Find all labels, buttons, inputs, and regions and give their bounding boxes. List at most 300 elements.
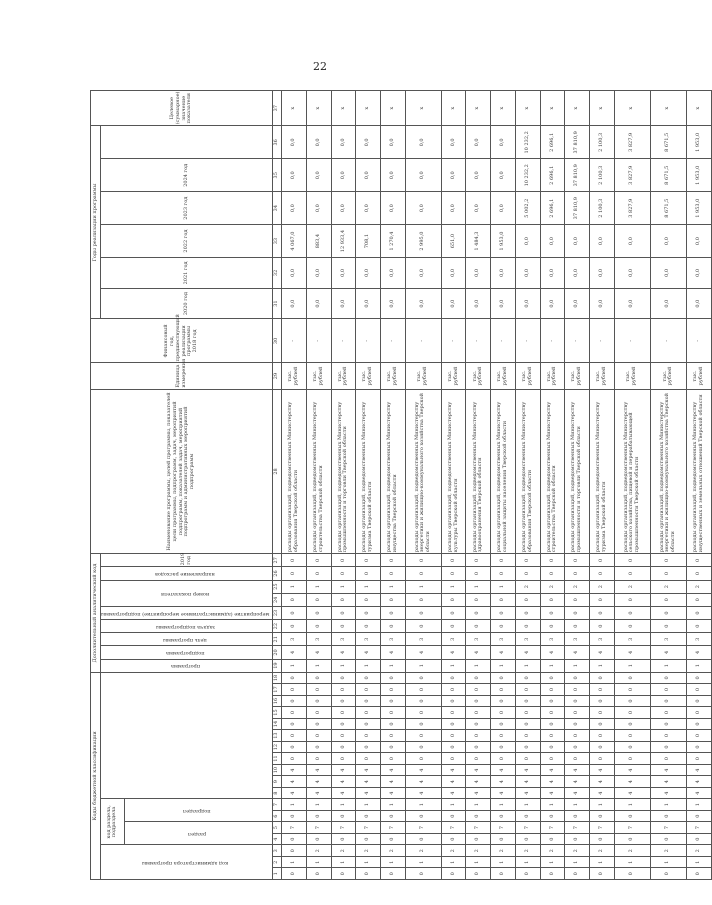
row-unit: тыс. рублей <box>686 363 711 389</box>
code-cell: 1 <box>282 580 307 593</box>
code-cell: 0 <box>515 868 540 880</box>
code-cell: 4 <box>515 764 540 776</box>
code-cell: 0 <box>686 730 711 742</box>
column-number: 34 <box>273 192 282 225</box>
code-cell: 0 <box>589 730 614 742</box>
row-name: расходы организаций, подведомственных Министерству туризма Тверской области <box>356 389 381 554</box>
code-cell: 0 <box>650 753 686 765</box>
row-finyear: - <box>282 319 307 363</box>
row-year-value: 0,0 <box>540 288 565 319</box>
code-cell: 0 <box>282 868 307 880</box>
code-cell: 4 <box>282 787 307 799</box>
code-cell: 0 <box>515 695 540 707</box>
code-cell: 3 <box>491 633 516 646</box>
row-year-value: 0,0 <box>650 225 686 258</box>
code-cell: 1 <box>466 580 491 593</box>
code-cell: 4 <box>380 787 405 799</box>
code-cell: 0 <box>650 868 686 880</box>
code-cell: 1 <box>515 856 540 868</box>
row-target: х <box>565 91 590 126</box>
row-year-value: 0,0 <box>441 126 466 159</box>
code-cell: 4 <box>405 764 441 776</box>
code-cell: 4 <box>356 764 381 776</box>
row-unit: тыс. рублей <box>356 363 381 389</box>
code-cell: 2 <box>614 580 650 593</box>
code-cell: 2 <box>515 580 540 593</box>
column-number: 9 <box>273 776 282 788</box>
row-year-value: 0,0 <box>491 258 516 289</box>
code-cell: 2 <box>686 580 711 593</box>
code-cell: 4 <box>589 776 614 788</box>
row-year-value: 2 995,0 <box>405 225 441 258</box>
page-number: 22 <box>313 60 327 73</box>
code-cell: 0 <box>441 593 466 606</box>
row-year-value: 2 100,3 <box>589 159 614 192</box>
row-year-value: 0,0 <box>540 225 565 258</box>
code-cell: 0 <box>589 695 614 707</box>
subprogram-header: подпрограмма <box>165 650 205 657</box>
table-row <box>441 91 466 880</box>
table-row <box>614 91 650 880</box>
code-cell: 3 <box>466 633 491 646</box>
code-cell: 0 <box>589 810 614 822</box>
code-cell: 0 <box>306 606 331 619</box>
code-cell: 1 <box>282 856 307 868</box>
goal-header: цель программы <box>163 637 208 644</box>
code-cell: 0 <box>405 718 441 730</box>
code-cell: 0 <box>491 833 516 845</box>
code-cell: 0 <box>331 620 356 633</box>
code-cell: 0 <box>331 672 356 684</box>
row-year-value: 1 953,0 <box>686 126 711 159</box>
code-cell: 0 <box>282 845 307 857</box>
code-cell: 7 <box>306 822 331 834</box>
row-target: х <box>306 91 331 126</box>
row-year-value: 0,0 <box>466 288 491 319</box>
years-group-header: Годы реализации программы <box>91 126 101 319</box>
row-year-value: 8 671,5 <box>650 192 686 225</box>
code-cell: 0 <box>686 672 711 684</box>
code-cell: 0 <box>405 741 441 753</box>
code-cell: 0 <box>565 868 590 880</box>
code-cell: 0 <box>650 684 686 696</box>
code-cell: 0 <box>589 620 614 633</box>
code-cell: 1 <box>686 856 711 868</box>
code-cell: 1 <box>405 799 441 811</box>
row-year-value: 0,0 <box>356 258 381 289</box>
row-year-value: 1 270,4 <box>380 225 405 258</box>
code-cell: 4 <box>686 787 711 799</box>
row-unit: тыс. рублей <box>565 363 590 389</box>
code-cell: 0 <box>405 707 441 719</box>
row-unit: тыс. рублей <box>282 363 307 389</box>
code-cell: 7 <box>589 822 614 834</box>
code-cell: 0 <box>589 741 614 753</box>
column-number: 14 <box>273 718 282 730</box>
code-cell: 4 <box>331 787 356 799</box>
row-year-value: 0,0 <box>540 258 565 289</box>
code-cell: 1 <box>589 659 614 672</box>
code-cell: 0 <box>565 833 590 845</box>
code-cell: 4 <box>650 646 686 659</box>
code-cell: 7 <box>491 822 516 834</box>
target-header: Целевое (суммарное) значение показателя <box>91 91 273 126</box>
code-cell: 7 <box>540 822 565 834</box>
code-cell: 7 <box>650 822 686 834</box>
program-header-cell <box>101 659 273 672</box>
code-cell: 3 <box>356 633 381 646</box>
code-cell: 4 <box>650 787 686 799</box>
code-cell: 7 <box>565 822 590 834</box>
code-cell: 0 <box>686 620 711 633</box>
code-cell: 0 <box>515 684 540 696</box>
code-cell: 1 <box>466 856 491 868</box>
code-cell: 0 <box>441 868 466 880</box>
code-cell: 1 <box>331 659 356 672</box>
code-cell: 0 <box>405 730 441 742</box>
code-cell: 3 <box>380 633 405 646</box>
row-finyear: - <box>405 319 441 363</box>
code-cell: 0 <box>441 684 466 696</box>
code-cell: 1 <box>540 799 565 811</box>
row-year-value: 0,0 <box>331 159 356 192</box>
row-year-value: 0,0 <box>306 159 331 192</box>
code-cell: 0 <box>380 684 405 696</box>
code-cell: 0 <box>650 620 686 633</box>
code-cell: 3 <box>614 633 650 646</box>
row-year-value: 0,0 <box>380 192 405 225</box>
row-year-value: 0,0 <box>650 258 686 289</box>
row-year-value: 0,0 <box>405 288 441 319</box>
code-cell: 0 <box>306 593 331 606</box>
code-cell: 0 <box>565 695 590 707</box>
column-number: 10 <box>273 764 282 776</box>
row-year-value: 0,0 <box>491 192 516 225</box>
code-cell: 0 <box>650 741 686 753</box>
code-cell: 0 <box>380 593 405 606</box>
code-cell: 2 <box>356 845 381 857</box>
row-year-value: 10 232,2 <box>515 126 540 159</box>
subsection-header: подраздел <box>183 808 211 815</box>
code-cell: 0 <box>614 567 650 580</box>
column-number: 4 <box>273 833 282 845</box>
row-year-value: 0,0 <box>441 288 466 319</box>
code-cell: 1 <box>306 580 331 593</box>
code-cell: 0 <box>614 606 650 619</box>
code-cell: 4 <box>540 646 565 659</box>
code-cell: 0 <box>441 810 466 822</box>
rotated-table-container <box>90 90 704 880</box>
table-row <box>515 91 540 880</box>
code-cell: 0 <box>650 810 686 822</box>
code-cell: 0 <box>589 833 614 845</box>
code-cell: 0 <box>405 753 441 765</box>
column-number: 17 <box>273 684 282 696</box>
row-name: расходы организаций, подведомственных Министерству промышленности и торговли Тверской области <box>565 389 590 554</box>
row-year-value: 37 810,9 <box>565 159 590 192</box>
code-cell: 3 <box>589 633 614 646</box>
code-cell: 0 <box>405 593 441 606</box>
year-header: 2021 год <box>101 258 273 289</box>
code-cell: 1 <box>282 799 307 811</box>
code-cell: 4 <box>282 764 307 776</box>
code-cell: 0 <box>405 554 441 567</box>
row-year-value: 0,0 <box>614 288 650 319</box>
row-year-value: 883,4 <box>306 225 331 258</box>
code-cell: 1 <box>686 659 711 672</box>
code-cell: 0 <box>441 567 466 580</box>
row-year-value: 0,0 <box>441 159 466 192</box>
code-cell: 2 <box>405 845 441 857</box>
code-cell: 0 <box>491 718 516 730</box>
code-cell: 4 <box>306 787 331 799</box>
code-cell: 0 <box>380 741 405 753</box>
code-cell: 0 <box>441 833 466 845</box>
task-header-cell <box>101 620 273 633</box>
row-year-value: 3 827,9 <box>614 159 650 192</box>
column-number: 36 <box>273 126 282 159</box>
code-cell: 0 <box>491 554 516 567</box>
code-cell: 0 <box>589 554 614 567</box>
code-cell: 4 <box>306 776 331 788</box>
row-target: х <box>515 91 540 126</box>
code-cell: 4 <box>515 776 540 788</box>
row-year-value: 0,0 <box>356 159 381 192</box>
code-cell: 0 <box>686 684 711 696</box>
row-finyear: - <box>380 319 405 363</box>
code-cell: 4 <box>306 764 331 776</box>
code-cell: 0 <box>650 672 686 684</box>
code-cell: 0 <box>306 672 331 684</box>
code-cell: 0 <box>540 606 565 619</box>
admin-header-cell <box>101 845 273 880</box>
row-target: х <box>650 91 686 126</box>
code-cell: 0 <box>405 684 441 696</box>
column-number: 7 <box>273 799 282 811</box>
code-cell: 0 <box>565 753 590 765</box>
row-unit: тыс. рублей <box>540 363 565 389</box>
code-cell: 2 <box>614 845 650 857</box>
row-year-value: 0,0 <box>380 258 405 289</box>
code-cell: 0 <box>491 620 516 633</box>
code-cell: 4 <box>686 764 711 776</box>
table-row <box>356 91 381 880</box>
code-cell: 0 <box>282 567 307 580</box>
code-cell: 0 <box>540 730 565 742</box>
subsection-header-cell <box>124 799 272 822</box>
code-cell: 0 <box>306 741 331 753</box>
row-year-value: 2 696,1 <box>540 126 565 159</box>
code-cell: 0 <box>686 868 711 880</box>
table-row <box>466 91 491 880</box>
code-cell: 0 <box>589 707 614 719</box>
code-cell: 0 <box>614 833 650 845</box>
program-header: программа <box>170 663 200 670</box>
row-name: расходы организаций, подведомственных Министерству образования Тверской области <box>282 389 307 554</box>
code-cell: 0 <box>405 810 441 822</box>
code-cell: 0 <box>565 620 590 633</box>
code-cell: 4 <box>686 646 711 659</box>
code-cell: 4 <box>565 787 590 799</box>
column-number: 8 <box>273 787 282 799</box>
code-cell: 0 <box>306 868 331 880</box>
table-row <box>306 91 331 880</box>
row-year-value: 0,0 <box>466 258 491 289</box>
row-year-value: 0,0 <box>614 258 650 289</box>
code-cell: 3 <box>441 633 466 646</box>
code-cell: 0 <box>491 730 516 742</box>
code-cell: 0 <box>650 833 686 845</box>
code-cell: 0 <box>515 730 540 742</box>
code-cell: 0 <box>466 567 491 580</box>
code-cell: 0 <box>540 620 565 633</box>
column-number: 2 <box>273 856 282 868</box>
code-cell: 2 <box>515 845 540 857</box>
code-cell: 4 <box>491 787 516 799</box>
code-cell: 0 <box>565 718 590 730</box>
code-cell: 0 <box>441 554 466 567</box>
code-cell: 3 <box>331 633 356 646</box>
code-cell: 1 <box>405 856 441 868</box>
code-cell: 0 <box>565 684 590 696</box>
code-cell: 0 <box>540 684 565 696</box>
row-finyear: - <box>441 319 466 363</box>
row-year-value: 4 067,0 <box>282 225 307 258</box>
code-cell: 1 <box>380 856 405 868</box>
code-cell: 7 <box>515 822 540 834</box>
code-cell: 0 <box>466 672 491 684</box>
code-cell: 0 <box>441 606 466 619</box>
unit-header: Единица измерения <box>91 363 273 389</box>
code-cell: 0 <box>405 833 441 845</box>
row-unit: тыс. рублей <box>491 363 516 389</box>
code-cell: 1 <box>540 856 565 868</box>
row-year-value: 0,0 <box>686 288 711 319</box>
row-name: расходы организаций, подведомственных Министерству энергетики и жилищно-коммунального хозяйства Тверской области <box>405 389 441 554</box>
code-cell: 4 <box>331 776 356 788</box>
code-cell: 0 <box>331 567 356 580</box>
code-cell: 4 <box>441 764 466 776</box>
code-cell: 0 <box>356 868 381 880</box>
code-cell: 4 <box>441 787 466 799</box>
code-cell: 0 <box>306 567 331 580</box>
row-year-value: 0,0 <box>306 192 331 225</box>
code-cell: 4 <box>614 787 650 799</box>
code-cell: 0 <box>614 554 650 567</box>
code-cell: 0 <box>686 741 711 753</box>
code-cell: 0 <box>540 554 565 567</box>
measure-header: мероприятие (административное мероприятие) подпрограммы <box>101 610 270 617</box>
row-year-value: 0,0 <box>331 126 356 159</box>
code-cell: 0 <box>540 567 565 580</box>
code-cell: 0 <box>356 606 381 619</box>
column-number: 25 <box>273 580 282 593</box>
row-year-value: 0,0 <box>331 192 356 225</box>
row-year-value: 0,0 <box>565 288 590 319</box>
target-article-header <box>101 672 273 799</box>
code-cell: 0 <box>356 620 381 633</box>
code-cell: 0 <box>356 833 381 845</box>
code-cell: 0 <box>405 606 441 619</box>
code-cell: 0 <box>306 684 331 696</box>
code-cell: 0 <box>491 868 516 880</box>
code-cell: 2 <box>331 845 356 857</box>
code-cell: 0 <box>686 593 711 606</box>
code-cell: 0 <box>540 672 565 684</box>
code-cell: 4 <box>466 776 491 788</box>
code-cell: 0 <box>306 810 331 822</box>
row-unit: тыс. рублей <box>405 363 441 389</box>
column-number: 22 <box>273 620 282 633</box>
column-number: 5 <box>273 822 282 834</box>
row-year-value: 0,0 <box>356 288 381 319</box>
row-unit: тыс. рублей <box>515 363 540 389</box>
code-cell: 0 <box>380 868 405 880</box>
code-cell: 0 <box>380 753 405 765</box>
code-cell: 0 <box>331 833 356 845</box>
code-cell: 1 <box>614 659 650 672</box>
code-cell: 0 <box>540 593 565 606</box>
row-name: расходы организаций, подведомственных Министерству строительства Тверской области <box>306 389 331 554</box>
code-cell: 0 <box>614 741 650 753</box>
code-cell: 0 <box>491 695 516 707</box>
program-indicators-table <box>90 90 712 880</box>
code-cell: 7 <box>686 822 711 834</box>
code-cell: 1 <box>565 856 590 868</box>
goal-header-cell <box>101 633 273 646</box>
code-cell: 7 <box>405 822 441 834</box>
row-finyear: - <box>614 319 650 363</box>
code-cell: 0 <box>565 672 590 684</box>
code-cell: 0 <box>380 620 405 633</box>
code-cell: 0 <box>380 606 405 619</box>
row-year-value: 0,0 <box>589 225 614 258</box>
code-cell: 0 <box>589 868 614 880</box>
code-cell: 4 <box>380 764 405 776</box>
code-cell: 2 <box>540 845 565 857</box>
code-cell: 0 <box>441 672 466 684</box>
row-year-value: 8 671,5 <box>650 159 686 192</box>
code-cell: 0 <box>405 868 441 880</box>
code-cell: 0 <box>466 593 491 606</box>
code-cell: 0 <box>540 741 565 753</box>
code-cell: 1 <box>356 659 381 672</box>
code-cell: 0 <box>282 620 307 633</box>
row-year-value: 1 953,0 <box>491 225 516 258</box>
subprogram-header-cell <box>101 646 273 659</box>
code-cell: 7 <box>614 822 650 834</box>
code-cell: 1 <box>331 580 356 593</box>
code-cell: 0 <box>441 707 466 719</box>
code-cell: 0 <box>282 554 307 567</box>
code-cell: 0 <box>650 718 686 730</box>
column-number: 29 <box>273 363 282 389</box>
code-cell: 4 <box>614 646 650 659</box>
code-cell: 0 <box>331 753 356 765</box>
code-cell: 3 <box>306 633 331 646</box>
code-cell: 3 <box>515 633 540 646</box>
finyear-header: Финансовый год, предшествующий реализации программы 2018 год <box>91 319 273 363</box>
code-cell: 0 <box>466 684 491 696</box>
row-target: х <box>380 91 405 126</box>
measure-header-cell <box>101 606 273 619</box>
row-year-value: 1 953,0 <box>686 159 711 192</box>
code-cell: 0 <box>306 620 331 633</box>
row-year-value: 37 810,9 <box>565 126 590 159</box>
code-cell: 0 <box>441 753 466 765</box>
expense-section-header: код раздела, подраздела <box>101 799 125 845</box>
code-cell: 1 <box>686 799 711 811</box>
